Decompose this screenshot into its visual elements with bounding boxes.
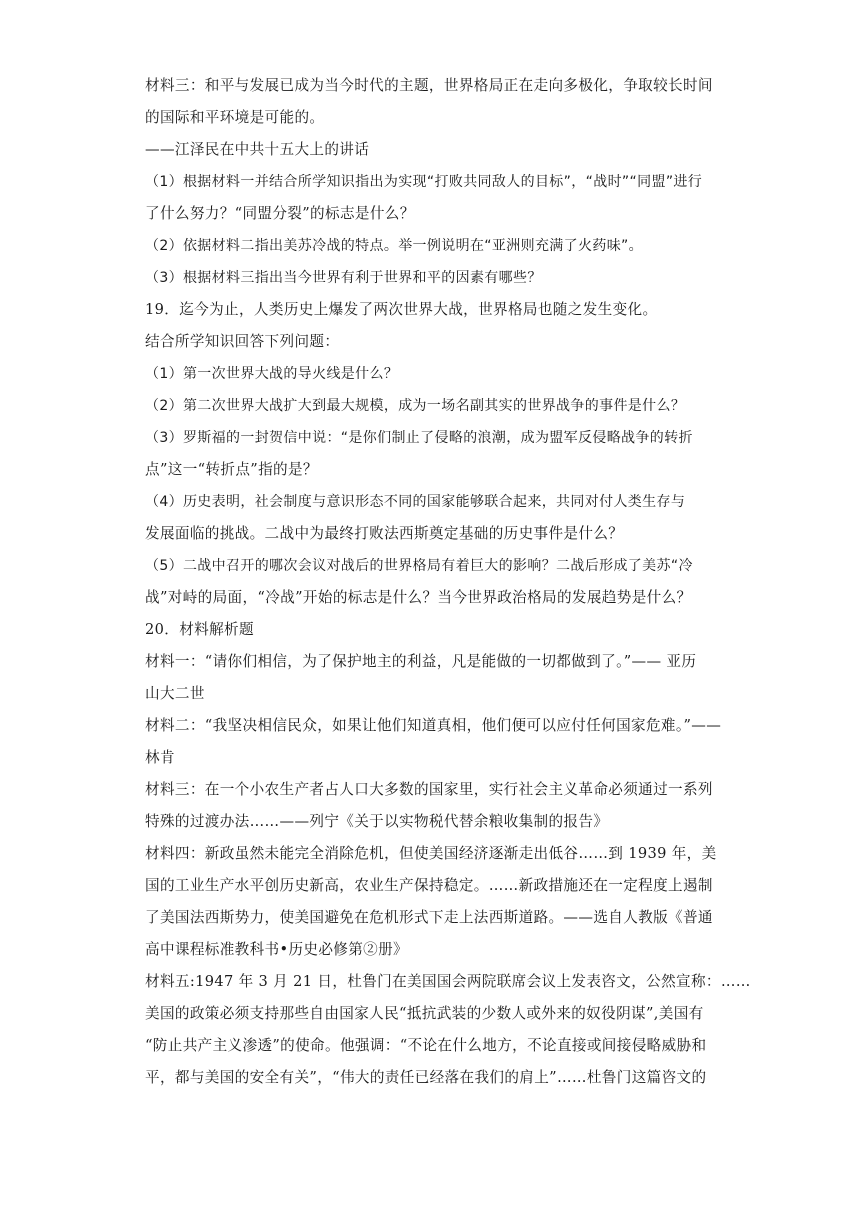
text-line: 材料二：“我坚决相信民众，如果让他们知道真相，他们便可以应付任何国家危难。”——	[145, 717, 722, 734]
text-line: ——江泽民在中共十五大上的讲话	[145, 141, 370, 158]
text-line: “防止共产主义渗透”的使命。他强调：“不论在什么地方，不论直接或间接侵略威胁和	[145, 1037, 707, 1054]
text-line: 了什么努力？“同盟分裂”的标志是什么？	[145, 205, 415, 222]
text-line: 材料五:1947 年 3 月 21 日，杜鲁门在美国国会两院联席会议上发表咨文，公然宣称：……	[145, 973, 751, 990]
question-line: （2）依据材料二指出美苏冷战的特点。举一例说明在“亚洲则充满了火药味”。	[145, 238, 644, 254]
text-line: 平，都与美国的安全有关”，“伟大的责任已经落在我们的肩上”……杜鲁门这篇咨文的	[145, 1069, 707, 1086]
question-line: （1）第一次世界大战的导火线是什么？	[145, 366, 399, 382]
text-line: 高中课程标准教科书•历史必修第②册》	[145, 941, 409, 958]
question-line: （5）二战中召开的哪次会议对战后的世界格局有着巨大的影响？二战后形成了美苏“冷	[145, 558, 693, 574]
question-number-19: 19．迄今为止，人类历史上爆发了两次世界大战，世界格局也随之发生变化。	[145, 301, 658, 318]
text-line: 点”这一“转折点”指的是？	[145, 461, 318, 478]
text-line: 材料一：“请你们相信，为了保护地主的利益，凡是能做的一切都做到了。”—— 亚历	[145, 653, 697, 670]
text-line: 了美国法西斯势力，使美国避免在危机形式下走上法西斯道路。——选自人教版《普通	[145, 909, 713, 926]
text-line: 材料三：和平与发展已成为当今时代的主题，世界格局正在走向多极化，争取较长时间	[145, 77, 713, 94]
question-line: （3）罗斯福的一封贺信中说：“是你们制止了侵略的浪潮，成为盟军反侵略战争的转折	[145, 430, 693, 446]
document-body	[145, 70, 751, 1094]
text-line: 特殊的过渡办法……——列宁《关于以实物税代替余粮收集制的报告》	[145, 813, 609, 830]
text-line: 国的工业生产水平创历史新高，农业生产保持稳定。……新政措施还在一定程度上遏制	[145, 877, 713, 894]
question-line: （3）根据材料三指出当今世界有利于世界和平的因素有哪些？	[145, 270, 542, 286]
text-line: 林肯	[145, 749, 175, 766]
text-line: 发展面临的挑战。二战中为最终打败法西斯奠定基础的历史事件是什么？	[145, 525, 624, 542]
text-line: 山大二世	[145, 685, 205, 702]
question-number-20: 20．材料解析题	[145, 621, 254, 638]
text-line: 战”对峙的局面，“冷战”开始的标志是什么？当今世界政治格局的发展趋势是什么？	[145, 589, 692, 606]
question-line: （1）根据材料一并结合所学知识指出为实现“打败共同敌人的目标”，“战时”“同盟”进行	[145, 174, 703, 190]
text-line: 的国际和平环境是可能的。	[145, 109, 325, 126]
text-line: 结合所学知识回答下列问题：	[145, 333, 340, 350]
text-line: 美国的政策必须支持那些自由国家人民“抵抗武装的少数人或外来的奴役阴谋”,美国有	[145, 1005, 704, 1022]
text-line: 材料四：新政虽然未能完全消除危机，但使美国经济逐渐走出低谷……到 1939 年，美	[145, 845, 717, 862]
question-line: （2）第二次世界大战扩大到最大规模，成为一场名副其实的世界战争的事件是什么？	[145, 398, 686, 414]
question-line: （4）历史表明，社会制度与意识形态不同的国家能够联合起来，共同对付人类生存与	[145, 494, 686, 510]
text-line: 材料三：在一个小农生产者占人口大多数的国家里，实行社会主义革命必须通过一系列	[145, 781, 713, 798]
